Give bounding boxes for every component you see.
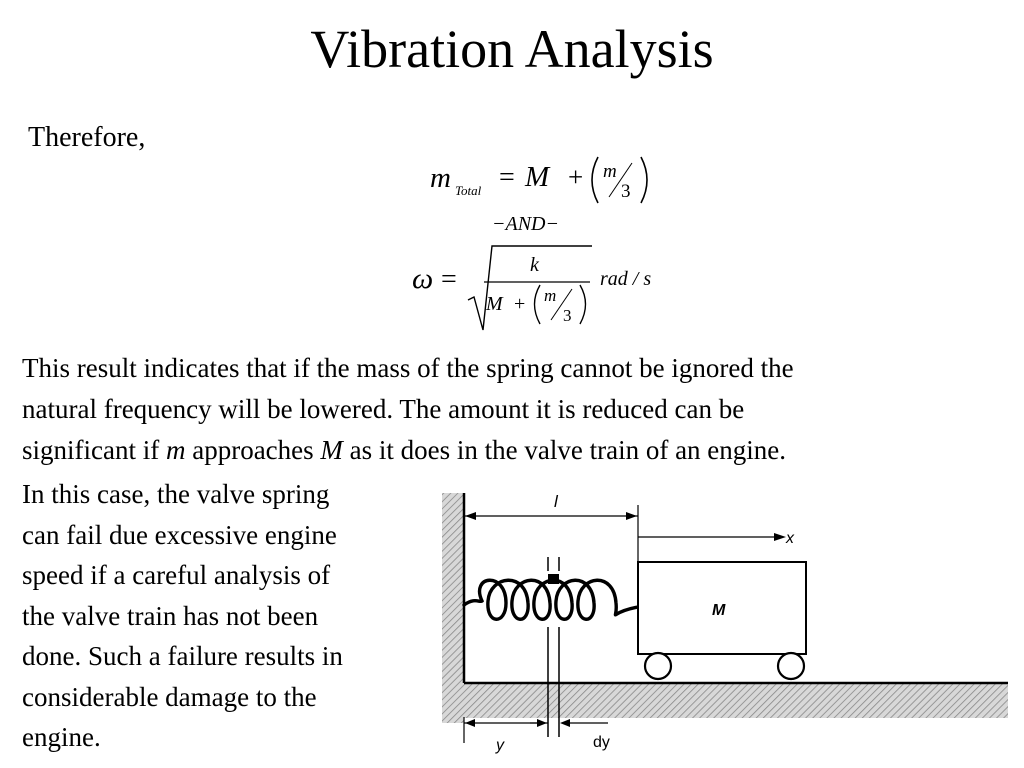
eq1-numerator-m: m xyxy=(603,161,617,182)
label-M: M xyxy=(712,602,726,619)
paragraph-var-M: M xyxy=(320,435,343,465)
label-dy: dy xyxy=(593,734,610,751)
side-text-line: considerable damage to the xyxy=(22,681,317,712)
equation-total-mass xyxy=(430,157,647,203)
paragraph-line-3-c: as it does in the valve train of an engine. xyxy=(342,435,787,465)
eq1-denominator-3: 3 xyxy=(621,181,631,202)
and-connector: −AND− xyxy=(492,213,559,235)
paragraph-var-m: m xyxy=(165,435,186,465)
equations xyxy=(0,0,1024,340)
paragraph-line-3-a: significant if xyxy=(22,435,166,465)
length-arrow-right xyxy=(626,512,637,520)
dy-arrowhead xyxy=(560,719,570,727)
eq1-left-paren xyxy=(592,157,598,203)
side-text-line: the valve train has not been xyxy=(22,600,319,631)
x-axis-arrow xyxy=(774,533,786,541)
spring-mass-diagram xyxy=(430,485,1020,768)
eq2-left-paren xyxy=(535,285,541,324)
side-text-line: speed if a careful analysis of xyxy=(22,560,331,590)
wheel-right xyxy=(778,653,804,679)
eq1-equals: = xyxy=(499,162,515,193)
eq1-right-paren xyxy=(641,157,647,203)
paragraph-line-1: This result indicates that if the mass of the spring cannot be ignored the xyxy=(22,353,794,383)
eq2-equals: = xyxy=(441,264,457,295)
eq2-plus: + xyxy=(514,293,526,315)
slide-title: Vibration Analysis xyxy=(310,19,714,79)
paragraph-line-2: natural frequency will be lowered. The amount it is reduced can be xyxy=(22,394,745,424)
eq1-plus: + xyxy=(568,162,584,192)
eq2-numerator-k: k xyxy=(530,254,539,276)
eq2-omega: ω xyxy=(412,262,434,295)
eq2-unit: rad / s xyxy=(600,268,652,290)
wheel-left xyxy=(645,653,671,679)
spring-element-marker xyxy=(548,574,559,584)
ground xyxy=(442,683,1008,718)
label-y: y xyxy=(496,737,504,754)
eq1-M: M xyxy=(525,161,550,193)
side-text-line: engine. xyxy=(22,722,101,752)
side-text xyxy=(22,474,343,758)
side-text-line: In this case, the valve spring xyxy=(22,479,330,509)
y-arrow-left xyxy=(465,719,475,727)
paragraph-line-3-b: approaches xyxy=(185,435,321,465)
spring-coil xyxy=(464,580,638,619)
label-x: x xyxy=(786,530,794,547)
paragraph-line-3 xyxy=(22,430,786,471)
label-l: l xyxy=(554,492,558,511)
length-arrow-left xyxy=(465,512,476,520)
eq2-M: M xyxy=(486,293,503,315)
equation-natural-frequency xyxy=(412,246,651,330)
side-text-line: can fail due excessive engine xyxy=(22,519,337,550)
eq2-inner-3: 3 xyxy=(563,306,572,325)
side-text-line: done. Such a failure results in xyxy=(22,641,343,671)
eq1-subscript: Total xyxy=(455,183,482,198)
intro-text: Therefore, xyxy=(28,122,146,153)
eq1-m-total: m xyxy=(430,162,451,194)
eq2-inner-m: m xyxy=(544,286,557,305)
eq2-right-paren xyxy=(580,285,586,324)
